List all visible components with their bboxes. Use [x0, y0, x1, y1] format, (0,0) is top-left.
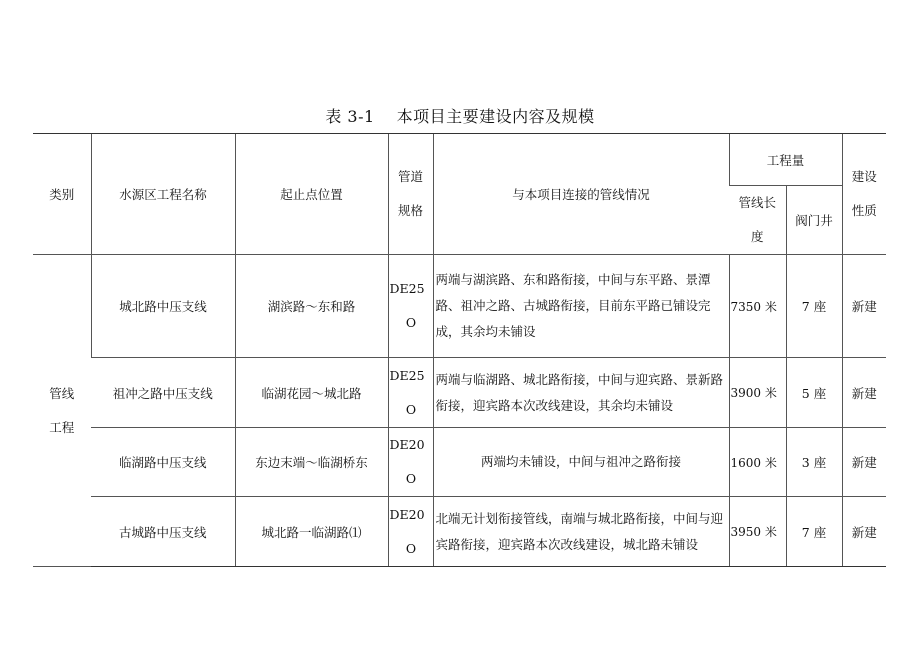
category-cell: [33, 255, 91, 567]
length-cell: 3900 米: [729, 358, 786, 428]
spec-line2: O: [405, 471, 417, 486]
project-name-cell: 祖冲之路中压支线: [91, 358, 235, 428]
table-row: [33, 497, 886, 567]
spec-line1: DE20: [389, 437, 425, 452]
spec-line1: DE25: [389, 367, 425, 383]
spec-line2: O: [405, 540, 417, 556]
header-spec: [388, 134, 433, 255]
header-spec-line2: 规格: [397, 203, 423, 218]
connection-cell: 两端均未铺设，中间与祖冲之路衔接: [433, 428, 729, 497]
project-name-cell: 临湖路中压支线: [91, 428, 235, 497]
header-project-name: 水源区工程名称: [91, 134, 235, 255]
location-cell: 临湖花园～城北路: [235, 358, 388, 428]
table-row: [33, 358, 886, 428]
header-valves: 阀门井: [786, 186, 842, 255]
construction-table: [33, 133, 886, 567]
header-nature-line2: 性质: [851, 203, 877, 218]
length-cell: 3950 米: [729, 497, 786, 567]
table-title: 本项目主要建设内容及规模: [396, 107, 595, 126]
spec-cell: [388, 255, 433, 358]
length-cell: 7350 米: [729, 255, 786, 358]
header-length-line1: 管线长: [738, 195, 776, 210]
spec-cell: [388, 428, 433, 497]
header-length-line2: 度: [750, 229, 764, 244]
valves-cell: 7 座: [786, 255, 842, 358]
valves-cell: 5 座: [786, 358, 842, 428]
connection-cell: 两端与临湖路、城北路衔接，中间与迎宾路、景新路衔接，迎宾路本次改线建设，其余均未铺设: [433, 358, 729, 428]
spec-line2: O: [405, 315, 417, 330]
valves-cell: 3 座: [786, 428, 842, 497]
location-cell: 城北路一临湖路⑴: [235, 497, 388, 567]
valves-cell: 7 座: [786, 497, 842, 567]
header-length: [729, 186, 786, 255]
connection-cell: 北端无计划衔接管线，南端与城北路衔接，中间与迎宾路衔接，迎宾路本次改线建设，城北路未铺设: [433, 497, 729, 567]
header-location: 起止点位置: [235, 134, 388, 255]
table-row: [33, 428, 886, 497]
spec-line2: O: [405, 401, 417, 417]
header-nature-line1: 建设: [851, 169, 877, 184]
table-row: [33, 255, 886, 358]
location-cell: 湖滨路～东和路: [235, 255, 388, 358]
header-nature: [842, 134, 886, 255]
category-line1: 管线: [49, 385, 75, 401]
category-line2: 工程: [49, 419, 75, 435]
nature-cell: 新建: [842, 497, 886, 567]
location-cell: 东边末端～临湖桥东: [235, 428, 388, 497]
header-connection: 与本项目连接的管线情况: [433, 134, 729, 255]
spec-cell: [388, 497, 433, 567]
project-name-cell: 古城路中压支线: [91, 497, 235, 567]
header-quantity: 工程量: [729, 134, 842, 186]
nature-cell: 新建: [842, 428, 886, 497]
spec-line1: DE25: [389, 281, 425, 296]
table-caption: [0, 104, 920, 127]
header-category: 类别: [33, 134, 91, 255]
length-cell: 1600 米: [729, 428, 786, 497]
nature-cell: 新建: [842, 255, 886, 358]
table-number: 表 3-1: [325, 107, 375, 126]
header-spec-line1: 管道: [397, 169, 423, 184]
spec-cell: [388, 358, 433, 428]
connection-cell: 两端与湖滨路、东和路衔接，中间与东平路、景潭路、祖冲之路、古城路衔接，目前东平路已铺设完成，其余均未铺设: [433, 255, 729, 358]
project-name-cell: 城北路中压支线: [91, 255, 235, 358]
nature-cell: 新建: [842, 358, 886, 428]
spec-line1: DE20: [389, 506, 425, 522]
